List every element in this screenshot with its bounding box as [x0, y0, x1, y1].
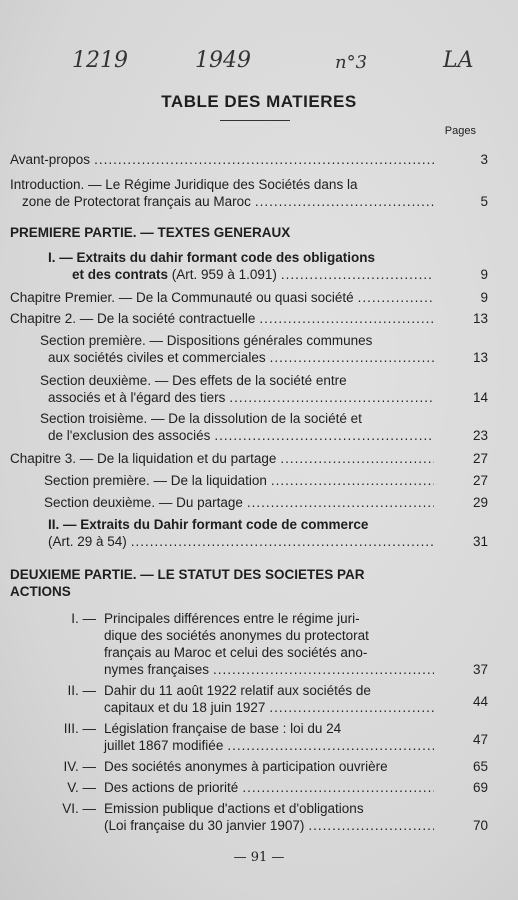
page-number: 69	[472, 780, 488, 795]
page-number: 9	[480, 267, 488, 282]
toc-entry: Chapitre Premier. — De la Communauté ou quasi société ..... 9	[10, 289, 488, 306]
toc-entry: Chapitre 2. — De la société contractuelle ..... 13	[10, 310, 488, 327]
toc-entry: Section première. — De la liquidation ..... 27	[44, 472, 488, 489]
page-number: 29	[472, 495, 488, 510]
page-title: TABLE DES MATIERES	[161, 92, 357, 111]
toc-entry: I. — Principales différences entre le régime juri- dique des sociétés anonymes du protectorat français au Maroc et celui des sociétés ano- nymes françaises ..... 37	[48, 610, 488, 678]
handwritten-note-4: LA	[443, 48, 474, 73]
toc-entry: V. — Des actions de priorité ..... 69	[48, 779, 488, 796]
page-number: 23	[472, 428, 488, 443]
handwritten-note-2: 1949	[195, 48, 251, 73]
toc-entry: Section deuxième. — Du partage ..... 29	[44, 494, 488, 511]
toc-entry: I. — Extraits du dahir formant code des obligations et des contrats (Art. 959 à 1.091) ..... 9	[48, 249, 488, 283]
toc-entry: Chapitre 3. — De la liquidation et du partage ..... 27	[10, 450, 488, 467]
page-number: 31	[472, 534, 488, 549]
part-heading: PREMIERE PARTIE. — TEXTES GENERAUX	[10, 225, 291, 240]
toc-entry: Section deuxième. — Des effets de la société entre associés et à l'égard des tiers ..... 14	[40, 372, 488, 406]
toc-entry: VI. — Emission publique d'actions et d'obligations (Loi française du 30 janvier 1907) ..... 70	[48, 800, 488, 834]
page-number: 70	[472, 818, 488, 833]
page-number: 27	[472, 473, 488, 488]
toc-entry: II. — Extraits du Dahir formant code de commerce (Art. 29 à 54) ..... 31	[48, 516, 488, 550]
toc-entry: III. — Législation française de base : loi du 24 juillet 1867 modifiée ..... 47	[48, 720, 488, 754]
toc-entry: Section troisième. — De la dissolution de la société et de l'exclusion des associés ..... 23	[40, 410, 488, 444]
toc-entry: II. — Dahir du 11 août 1922 relatif aux sociétés de capitaux et du 18 juin 1927 ..... 44	[48, 682, 488, 716]
page-number: 47	[472, 732, 488, 747]
page-number: 37	[472, 662, 488, 677]
pages-column-header: Pages	[444, 125, 476, 137]
handwritten-note-3: n°3	[335, 52, 368, 73]
page-number: 44	[472, 694, 488, 709]
page-number: 65	[472, 759, 488, 774]
page-number: 9	[480, 290, 488, 305]
toc-entry: Section première. — Dispositions générales communes aux sociétés civiles et commerciales ..... 13	[40, 332, 488, 366]
handwritten-note-1: 1219	[72, 48, 128, 73]
page-number: 3	[480, 152, 488, 167]
toc-entry: Introduction. — Le Régime Juridique des Sociétés dans la zone de Protectorat français au Maroc ..... 5	[10, 176, 488, 210]
page-number: 27	[472, 451, 488, 466]
toc-entry: IV. — Des sociétés anonymes à participation ouvrière 65	[63, 759, 488, 774]
page-number: 13	[472, 350, 488, 365]
page-number: 14	[472, 390, 488, 405]
part-heading: DEUXIEME PARTIE. — LE STATUT DES SOCIETES PAR ACTIONS	[10, 567, 365, 599]
page-number: 5	[480, 194, 488, 209]
toc-entry: Avant-propos ..... 3	[10, 151, 488, 168]
title-underline	[220, 120, 290, 121]
page-footer-number: — 91 —	[233, 850, 285, 865]
page-number: 13	[472, 311, 488, 326]
